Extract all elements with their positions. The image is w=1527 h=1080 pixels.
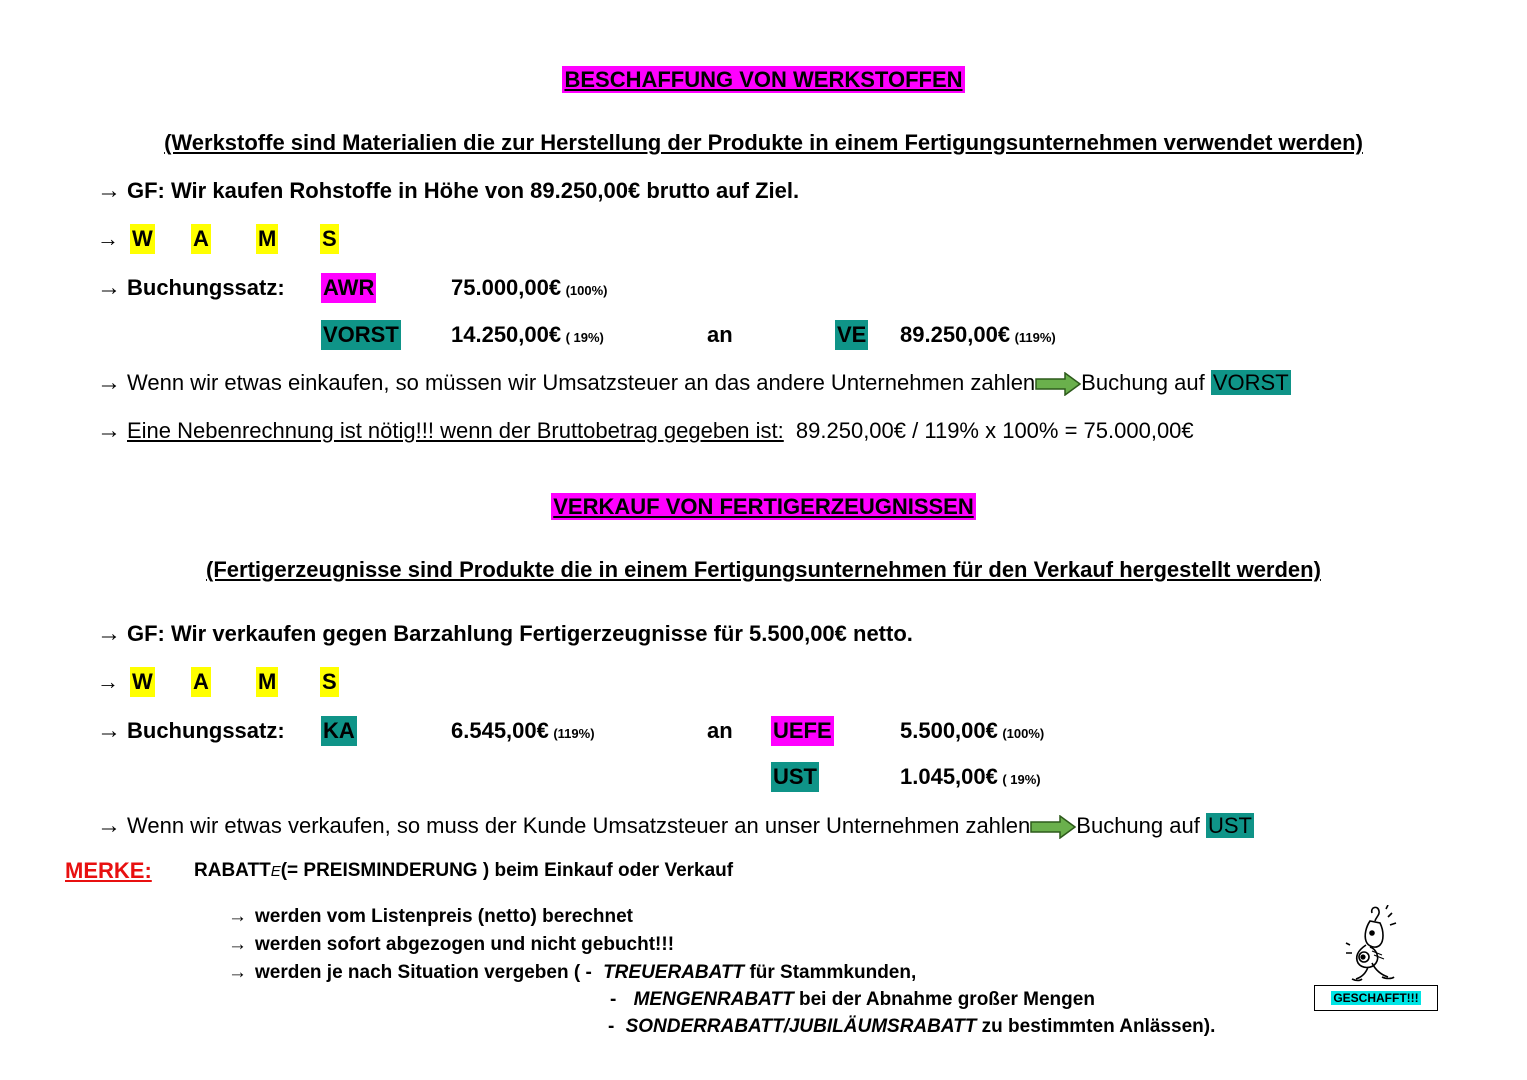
debit1-amount-group: [451, 273, 607, 306]
buchungssatz-label: Buchungssatz:: [127, 718, 285, 743]
credit1-amount: 5.500,00€: [900, 718, 998, 743]
geschafft-badge: [1314, 985, 1438, 1011]
wams-s: S: [320, 667, 339, 697]
credit1-pct: (100%): [1002, 726, 1045, 741]
wams-a: A: [191, 224, 211, 254]
section2-note: [97, 811, 1254, 841]
section2-title: VERKAUF VON FERTIGERZEUGNISSEN: [553, 494, 974, 519]
arrow-icon: →: [97, 669, 119, 694]
credit2-amount-group: [900, 762, 1041, 795]
bullet3-prefix: werden je nach Situation vergeben ( -: [255, 962, 592, 983]
merke-bullet-1: [228, 903, 633, 931]
section2-note-target-prefix: Buchung auf: [1076, 813, 1200, 838]
credit2-pct: ( 19%): [1002, 772, 1041, 787]
account-ust: UST: [771, 762, 819, 792]
wams-s: S: [320, 224, 339, 254]
bullet1-text: werden vom Listenpreis (netto) berechnet: [255, 906, 633, 927]
merke-text-a: RABATT: [194, 860, 271, 881]
debit2-amount: 14.250,00€: [451, 322, 562, 347]
merke-bullet-3: [228, 959, 916, 987]
account-uefe: UEFE: [771, 716, 834, 746]
section1-buchungssatz-line: [97, 273, 285, 303]
wams-a: A: [191, 667, 211, 697]
section1-note2: [97, 416, 1194, 446]
debit-amount: 6.545,00€: [451, 718, 549, 743]
arrow-icon: →: [228, 934, 247, 955]
debit1-pct: (100%): [565, 283, 608, 298]
wams-m: M: [256, 667, 278, 697]
section2-wams: [97, 667, 337, 697]
arrow-icon: →: [228, 906, 247, 927]
arrow-icon: →: [97, 620, 121, 647]
merke-sub-sonder: [608, 1013, 1215, 1041]
bullet2-text: werden sofort abgezogen und nicht gebucht!!!: [255, 934, 675, 955]
credit-amount-group: [900, 320, 1056, 353]
credit2-amount: 1.045,00€: [900, 764, 998, 789]
geschafft-text: GESCHAFFT!!!: [1333, 991, 1419, 1005]
account-vorst: VORST: [321, 320, 401, 350]
debit-amount-group: [451, 716, 595, 749]
merke-text: [194, 860, 733, 882]
an-label: an: [707, 322, 733, 347]
dash: -: [608, 1016, 615, 1037]
an-label: an: [707, 718, 733, 743]
credit-pct: (119%): [1014, 330, 1056, 345]
sonder-rest: zu bestimmten Anlässen).: [981, 1016, 1216, 1037]
treue-rest: für Stammkunden,: [749, 962, 917, 983]
section1-gf-line: [97, 176, 799, 206]
note2-calc: 89.250,00€ / 119% x 100% = 75.000,00€: [795, 418, 1194, 443]
buchungssatz-label: Buchungssatz:: [127, 275, 285, 300]
section1-note1: [97, 368, 1291, 398]
arrow-icon: →: [97, 417, 121, 444]
treue-label: TREUERABATT: [603, 962, 745, 983]
debit2-pct: ( 19%): [565, 330, 604, 345]
account-awr: AWR: [321, 273, 376, 303]
arrow-icon: →: [97, 177, 121, 204]
note1-target-prefix: Buchung auf: [1081, 370, 1205, 395]
menge-rest: bei der Abnahme großer Mengen: [798, 989, 1095, 1010]
wams-w: W: [130, 667, 155, 697]
note2-underlined: Eine Nebenrechnung ist nötig!!! wenn der Bruttobetrag gegeben ist:: [127, 418, 784, 443]
account-ka: KA: [321, 716, 357, 746]
dash: -: [610, 989, 617, 1010]
wams-w: W: [130, 224, 155, 254]
debit1-amount: 75.000,00€: [451, 275, 562, 300]
arrow-icon: →: [97, 812, 121, 839]
section2-gf: GF: Wir verkaufen gegen Barzahlung Fertigerzeugnisse für 5.500,00€ netto.: [127, 621, 913, 646]
merke-bullet-2: [228, 931, 674, 959]
section1-gf: GF: Wir kaufen Rohstoffe in Höhe von 89.250,00€ brutto auf Ziel.: [127, 178, 800, 203]
arrow-icon: →: [97, 717, 121, 744]
sonder-label: SONDERRABATT/JUBILÄUMSRABATT: [625, 1016, 977, 1037]
section1-title: BESCHAFFUNG VON WERKSTOFFEN: [564, 67, 963, 92]
section2-subtitle: (Fertigerzeugnisse sind Produkte die in einem Fertigungsunternehmen für den Verkauf hergestellt werden): [206, 557, 1321, 582]
note1-text: Wenn wir etwas einkaufen, so müssen wir Umsatzsteuer an das andere Unternehmen zahlen: [127, 370, 1036, 395]
cartoon-figure-icon: [1342, 905, 1412, 985]
arrow-icon: →: [97, 274, 121, 301]
account-ve: VE: [835, 320, 868, 350]
wams-m: M: [256, 224, 278, 254]
debit-pct: (119%): [553, 726, 595, 741]
section1-subtitle: (Werkstoffe sind Materialien die zur Herstellung der Produkte in einem Fertigungsunternehmen verwendet werden): [164, 130, 1363, 155]
merke-text-b: E: [270, 863, 281, 880]
section2-buchungssatz-line: [97, 716, 285, 746]
green-arrow-icon: [1035, 372, 1081, 396]
section2-gf-line: [97, 619, 913, 649]
merke-label: MERKE:: [65, 858, 152, 883]
section2-note-target: UST: [1207, 813, 1252, 838]
arrow-icon: →: [228, 962, 247, 983]
note1-target: VORST: [1212, 370, 1289, 395]
debit2-amount-group: [451, 320, 604, 353]
section2-note-text: Wenn wir etwas verkaufen, so muss der Kunde Umsatzsteuer an unser Unternehmen zahlen: [127, 813, 1031, 838]
merke-text-c: (= PREISMINDERUNG ) beim Einkauf oder Verkauf: [280, 860, 734, 881]
arrow-icon: →: [97, 369, 121, 396]
credit1-amount-group: [900, 716, 1044, 749]
arrow-icon: →: [97, 226, 119, 251]
section1-wams: [97, 224, 337, 254]
credit-amount: 89.250,00€: [900, 322, 1011, 347]
menge-label: MENGENRABATT: [633, 989, 794, 1010]
green-arrow-icon: [1030, 815, 1076, 839]
merke-sub-menge: [610, 986, 1095, 1014]
